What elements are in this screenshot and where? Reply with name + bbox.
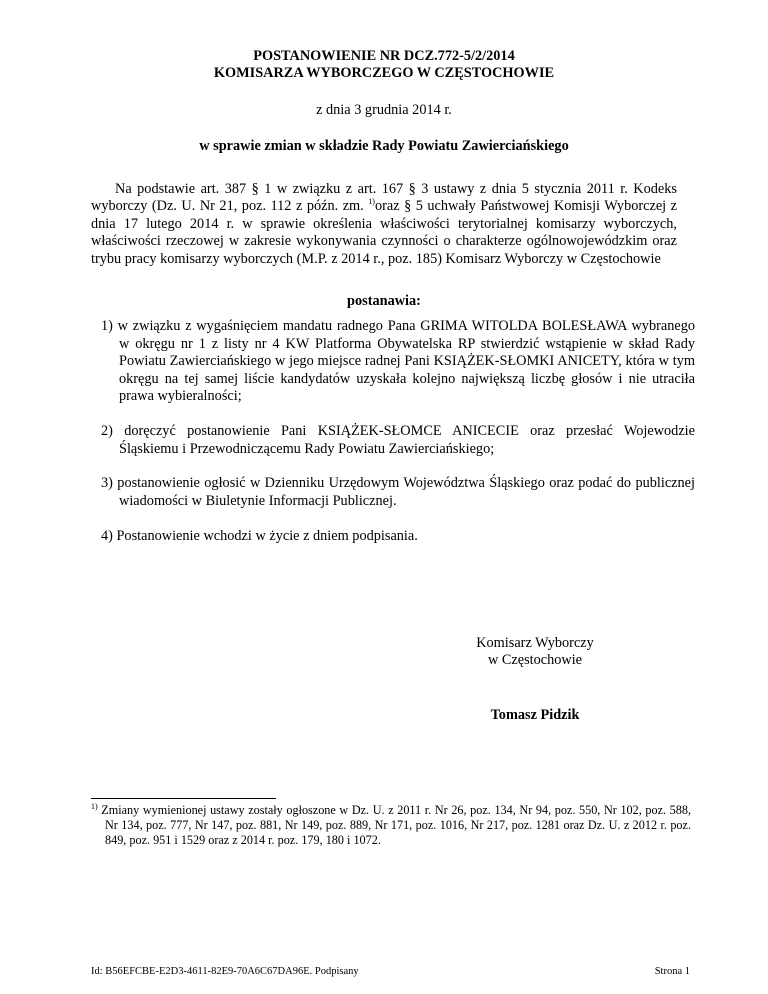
list-item-1: 1) w związku z wygaśnięciem mandatu radnego Pana GRIMA WITOLDA BOLESŁAWA wybranego w okręgu nr 1 z listy nr 4 KW Platforma Obywatelska RP stwierdzić wstąpienie w skład Rady Powiatu Zawierciańskiego w jego miejsce radnej Pani KSIĄŻEK-SŁOMKI ANICETY, która w tym okręgu na tej samej liście kandydatów uzyskała kolejno największą liczbę głosów i nie utraciła prawa wybieralności;: [101, 318, 695, 405]
footnote-divider: [91, 798, 276, 799]
signature-role-line2: w Częstochowie: [487, 652, 583, 668]
document-subject: w sprawie zmian w składzie Rady Powiatu Zawierciańskiego: [199, 138, 569, 154]
signature-name: Tomasz Pidzik: [490, 707, 580, 723]
document-title-line2: KOMISARZA WYBORCZEGO W CZĘSTOCHOWIE: [213, 65, 555, 81]
list-item-2: 2) doręczyć postanowienie Pani KSIĄŻEK-SŁOMCE ANICECIE oraz przesłać Wojewodzie Śląskiemu i Przewodniczącemu Rady Powiatu Zawierciańskiego;: [101, 423, 695, 457]
document-date: z dnia 3 grudnia 2014 r.: [316, 102, 452, 118]
document-id-footer: Id: B56EFCBE-E2D3-4611-82E9-70A6C67DA96E. Podpisany: [91, 966, 359, 977]
list-item-3: 3) postanowienie ogłosić w Dzienniku Urzędowym Województwa Śląskiego oraz podać do publicznej wiadomości w Biuletynie Informacji Publicznej.: [101, 475, 695, 509]
preamble-text-before: Na podstawie art. 387 § 1 w związku z art. 167 § 3 ustawy z dnia 5 stycznia 2011 r. Kodeks wyborczy (Dz. U. Nr 21, poz. 112 z późn. zm.: [91, 181, 677, 215]
preamble-text-after: oraz § 5 uchwały Państwowej Komisji Wyborczej z dnia 17 lutego 2014 r. w sprawie określenia właściwości terytorialnej komisarzy wyborczych, właściwości rzeczowej w zakresie wykonywania czynności o charakterze ogólnowojewódzkim oraz trybu pracy komisarzy wyborczych (M.P. z 2014 r., poz. 185) Komisarz Wyborczy w Częstochowie: [91, 198, 678, 267]
preamble-paragraph: [91, 181, 677, 268]
footnote-text: Zmiany wymienionej ustawy zostały ogłoszone w Dz. U. z 2011 r. Nr 26, poz. 134, Nr 94, poz. 550, Nr 102, poz. 588, Nr 134, poz. 777, Nr 147, poz. 881, Nr 149, poz. 889, Nr 171, poz. 1016, Nr 217, poz. 1281 oraz Dz. U. z 2012 r. poz. 849, poz. 951 i 1529 oraz z 2014 r. poz. 179, 180 i 1072.: [97, 803, 691, 847]
page-number: Strona 1: [654, 966, 690, 977]
document-title-line1: POSTANOWIENIE NR DCZ.772-5/2/2014: [253, 48, 515, 64]
list-item-4: 4) Postanowienie wchodzi w życie z dniem podpisania.: [101, 528, 418, 544]
signature-role-line1: Komisarz Wyborczy: [476, 635, 594, 651]
footnote-reference[interactable]: 1): [368, 197, 375, 207]
footnote: [91, 803, 691, 848]
decides-heading: postanawia:: [347, 293, 421, 309]
footnote-marker: 1): [91, 801, 98, 811]
